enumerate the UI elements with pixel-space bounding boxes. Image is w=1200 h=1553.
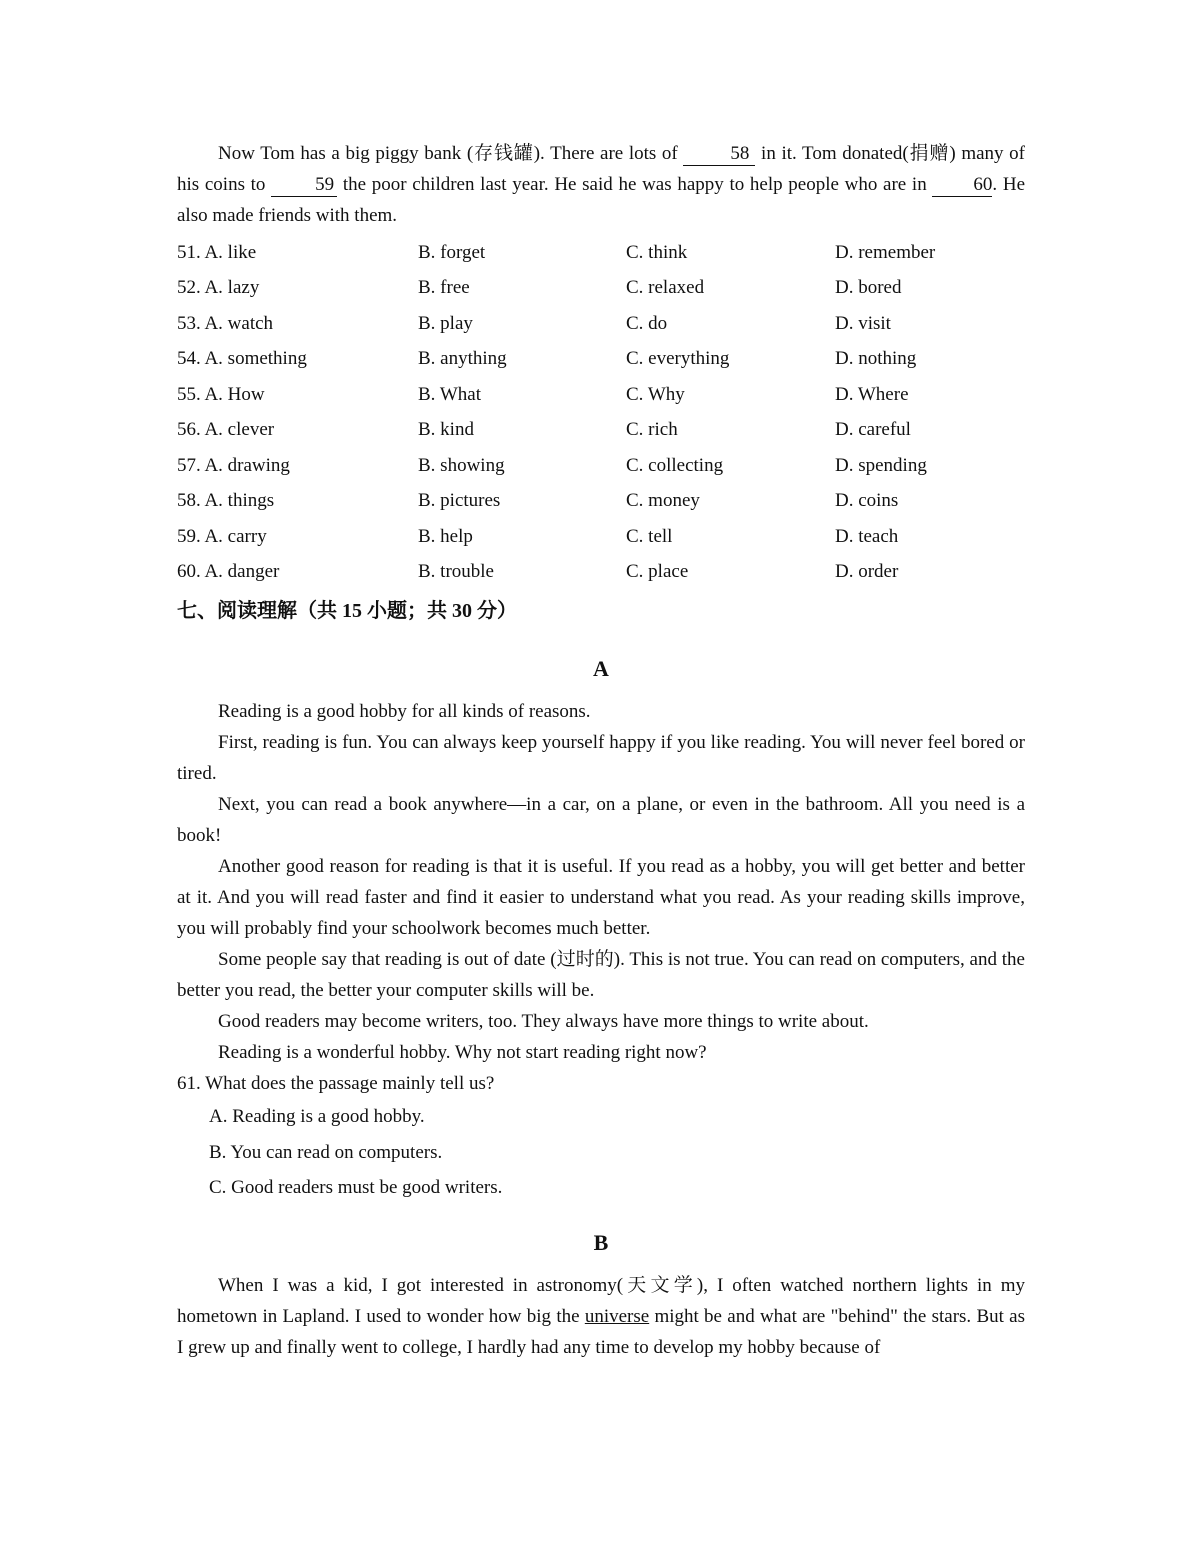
option-cell: D. visit <box>835 312 891 334</box>
cloze-options <box>177 235 1025 590</box>
blank-60: 60 <box>932 174 992 197</box>
passage-paragraph: Reading is a wonderful hobby. Why not start reading right now? <box>218 1042 707 1063</box>
option-cell: B. free <box>418 277 470 299</box>
text-run: in it. Tom donated(捐赠) many of his coins to <box>177 143 1026 195</box>
option-cell: 55. A. How <box>177 383 265 405</box>
passage-b-label: B <box>593 1229 609 1255</box>
passage-b-paragraph <box>177 1270 1025 1363</box>
passage-paragraph: First, reading is fun. You can always keep yourself happy if you like reading. You will never feel bored or tired. <box>177 732 1025 784</box>
option-cell: D. coins <box>835 490 899 512</box>
option-cell: C. place <box>626 561 689 583</box>
option-cell: C. do <box>626 312 668 334</box>
text-run: . He also made friends with them. <box>177 174 1025 226</box>
option-cell: 56. A. clever <box>177 419 275 441</box>
option-cell: C. tell <box>626 525 673 547</box>
option-row <box>177 306 1025 342</box>
text-run: might be and what are "behind" the stars. But as I grew up and finally went to college, I hardly had any time to develop my hobby because of <box>177 1305 1025 1358</box>
option-cell: 51. A. like <box>177 241 257 263</box>
option-cell: D. teach <box>835 525 899 547</box>
option-cell: C. relaxed <box>626 277 705 299</box>
option-cell: C. collecting <box>626 454 724 476</box>
blank-58: 58 <box>683 143 755 166</box>
answer-choice: B. You can read on computers. <box>209 1141 443 1163</box>
option-cell: C. money <box>626 490 700 512</box>
option-cell: 59. A. carry <box>177 525 267 547</box>
option-cell: D. careful <box>835 419 911 441</box>
text-run: When I was a kid, I got interested in astronomy(天文学), I often watched northern lights in my hometown in Lapland. I used to wonder how big the <box>177 1274 1025 1327</box>
option-cell: B. forget <box>418 241 486 263</box>
text-run: the poor children last year. He said he was happy to help people who are in <box>337 174 933 195</box>
option-row <box>177 377 1025 413</box>
option-cell: 52. A. lazy <box>177 277 260 299</box>
passage-a-label: A <box>593 656 609 681</box>
cloze-paragraph <box>177 138 1025 231</box>
option-cell: B. play <box>418 312 473 334</box>
underlined-word: universe <box>584 1305 650 1327</box>
option-cell: D. nothing <box>835 348 917 370</box>
option-row <box>177 235 1025 271</box>
option-cell: D. order <box>835 561 899 583</box>
option-cell: D. spending <box>835 454 927 476</box>
option-cell: C. rich <box>626 419 678 441</box>
option-cell: B. kind <box>418 419 474 441</box>
option-cell: D. Where <box>835 383 909 405</box>
question-61-choices <box>177 1099 1025 1206</box>
option-row <box>177 342 1025 378</box>
passage-paragraph: Next, you can read a book anywhere—in a car, on a plane, or even in the bathroom. All you need is a book! <box>177 794 1025 846</box>
option-cell: B. pictures <box>418 490 501 512</box>
page-content <box>177 138 1025 1363</box>
question-61: 61. What does the passage mainly tell us? <box>177 1073 495 1094</box>
option-cell: C. Why <box>626 383 685 405</box>
passage-a <box>177 696 1025 1068</box>
option-cell: B. showing <box>418 454 505 476</box>
option-row <box>177 519 1025 555</box>
option-cell: 57. A. drawing <box>177 454 290 476</box>
option-cell: C. think <box>626 241 688 263</box>
section-title: 七、阅读理解（共 15 小题；共 30 分） <box>177 600 517 622</box>
option-cell: B. anything <box>418 348 507 370</box>
option-cell: C. everything <box>626 348 730 370</box>
passage-paragraph: Good readers may become writers, too. They always have more things to write about. <box>218 1011 869 1032</box>
option-row <box>177 555 1025 591</box>
option-row <box>177 448 1025 484</box>
option-cell: 58. A. things <box>177 490 275 512</box>
passage-paragraph: Reading is a good hobby for all kinds of reasons. <box>218 701 591 722</box>
option-row <box>177 271 1025 307</box>
option-cell: 54. A. something <box>177 348 307 370</box>
blank-59: 59 <box>271 174 337 197</box>
option-cell: 60. A. danger <box>177 561 280 583</box>
option-row <box>177 413 1025 449</box>
text-run: Now Tom has a big piggy bank (存钱罐). There are lots of <box>218 143 684 164</box>
passage-paragraph: Some people say that reading is out of date (过时的). This is not true. You can read on computers, and the better you read, the better your computer skills will be. <box>177 949 1025 1001</box>
option-cell: D. bored <box>835 277 902 299</box>
answer-choice: A. Reading is a good hobby. <box>209 1106 425 1127</box>
answer-choice: C. Good readers must be good writers. <box>209 1177 503 1198</box>
option-cell: B. trouble <box>418 561 494 583</box>
option-cell: B. What <box>418 383 481 405</box>
passage-paragraph: Another good reason for reading is that it is useful. If you read as a hobby, you will get better and better at it. And you will read faster and find it easier to understand what you read. As your reading skills improve, you will probably find your schoolwork becomes much better. <box>177 856 1025 939</box>
option-cell: B. help <box>418 525 473 547</box>
option-cell: D. remember <box>835 241 936 263</box>
option-cell: 53. A. watch <box>177 312 274 334</box>
option-row <box>177 484 1025 520</box>
